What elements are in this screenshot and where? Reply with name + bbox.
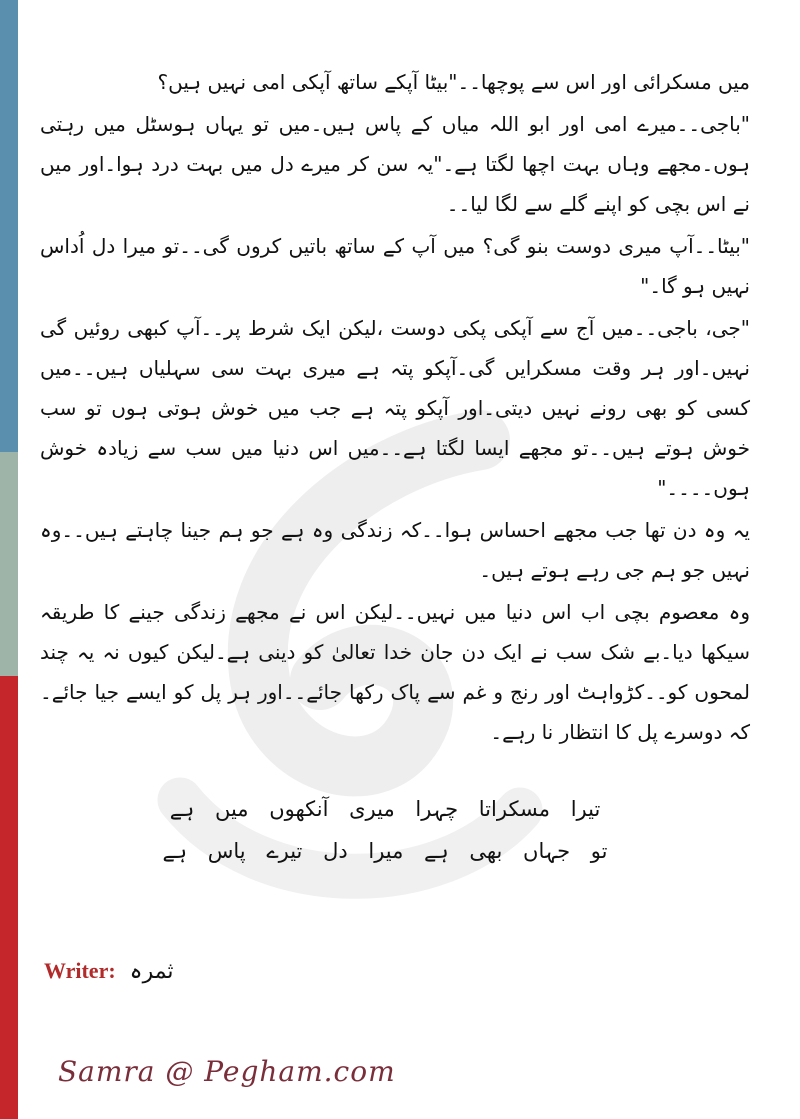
poem-line: تو جہاں بھی ہے میرا دل تیرے پاس ہے bbox=[162, 839, 608, 863]
story-body bbox=[40, 62, 750, 754]
writer-credit bbox=[44, 958, 174, 984]
signature: Samra @ Pegham.com bbox=[58, 1055, 396, 1088]
side-bar-middle bbox=[0, 452, 18, 676]
side-bar-top bbox=[0, 0, 18, 452]
writer-name: ثمرہ bbox=[129, 959, 174, 984]
story-paragraph: وہ معصوم بچی اب اس دنیا میں نہیں۔۔لیکن اس نے مجھے زندگی جینے کا طریقہ سیکھا دیا۔بے شک سب نے ایک دن جان خدا تعالیٰ کو دینی ہے۔لیکن کیوں نہ یہ چند لمحوں کو۔۔کڑواہٹ اور رنج و غم سے پاک رکھا جائے۔۔اور ہر پل کو ایسے جیا جائے۔کہ دوسرے پل کا انتظار نا رہے۔ bbox=[40, 600, 750, 744]
story-paragraph: میں مسکرائی اور اس سے پوچھا۔۔"بیٹا آپکے ساتھ آپکی امی نہیں ہیں؟ bbox=[157, 70, 750, 94]
story-paragraph: "جی، باجی۔۔میں آج سے آپکی پکی دوست ،لیکن ایک شرط پر۔۔آپ کبھی روئیں گی نہیں۔اور ہر وقت مسکرایں گی۔آپکو پتہ ہے میری بہت سی سہلیاں ہیں۔۔میں کسی کو بھی رونے نہیں دیتی۔اور آپکو پتہ ہے جب میں خوش ہوتی ہوں تو سب خوش ہوتے ہیں۔۔تو مجھے ایسا لگتا ہے۔۔میں اس دنیا میں سب سے زیادہ خوش ہوں۔۔۔۔" bbox=[40, 316, 750, 500]
poem-couplet bbox=[150, 788, 620, 872]
story-paragraph: "باجی۔۔میرے امی اور ابو اللہ میاں کے پاس ہیں۔میں تو یہاں ہوسٹل میں رہتی ہوں۔مجھے وہاں بہت اچھا لگتا ہے۔"یہ سن کر میرے دل میں بہت درد ہوا۔اور میں نے اس بچی کو اپنے گلے سے لگا لیا۔۔ bbox=[40, 112, 750, 216]
story-paragraph: "بیٹا۔۔آپ میری دوست بنو گی؟ میں آپ کے ساتھ باتیں کروں گی۔۔تو میرا دل اُداس نہیں ہو گا۔" bbox=[40, 234, 750, 298]
writer-label: Writer: bbox=[44, 958, 116, 983]
story-paragraph: یہ وہ دن تھا جب مجھے احساس ہوا۔۔کہ زندگی وہ ہے جو ہم جینا چاہتے ہیں۔۔وہ نہیں جو ہم جی رہے ہوتے ہیں۔ bbox=[40, 518, 750, 582]
poem-line: تیرا مسکراتا چہرا میری آنکھوں میں ہے bbox=[169, 797, 601, 821]
side-bar-bottom bbox=[0, 676, 18, 1119]
